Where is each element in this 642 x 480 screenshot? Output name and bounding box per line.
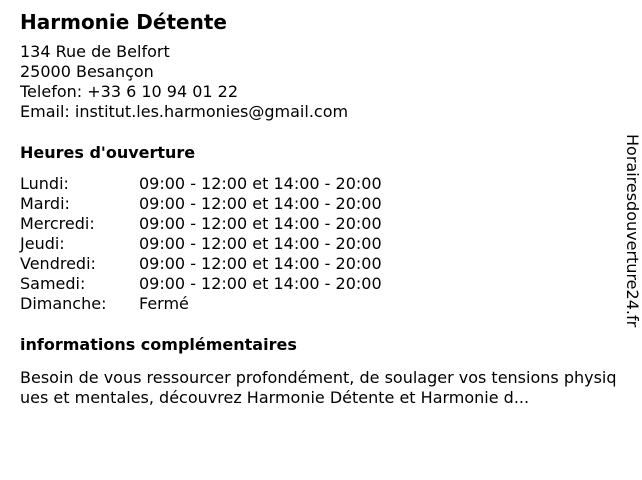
- hours-time: 09:00 - 12:00 et 14:00 - 20:00: [139, 274, 382, 293]
- hours-day: Lundi:: [20, 174, 69, 193]
- hours-row-vendredi: [20, 254, 620, 274]
- hours-day: Jeudi:: [20, 234, 65, 253]
- email-line: Email: institut.les.harmonies@gmail.com: [20, 102, 349, 121]
- hours-time: Fermé: [139, 294, 189, 313]
- address-block: [20, 42, 620, 122]
- info-description: Besoin de vous ressourcer profondément, de soulager vos tensions physiques et mentales, découvrez Harmonie Détente et Harmonie d...: [20, 368, 617, 407]
- hours-row-samedi: [20, 274, 620, 294]
- hours-time: 09:00 - 12:00 et 14:00 - 20:00: [139, 194, 382, 213]
- hours-day: Dimanche:: [20, 294, 107, 313]
- hours-heading: Heures d'ouverture: [20, 143, 196, 162]
- hours-day: Vendredi:: [20, 254, 96, 273]
- phone-line: Telefon: +33 6 10 94 01 22: [20, 82, 239, 101]
- hours-row-lundi: [20, 174, 620, 194]
- hours-row-mercredi: [20, 214, 620, 234]
- hours-row-mardi: [20, 194, 620, 214]
- hours-table: [20, 174, 620, 314]
- business-name: Harmonie Détente: [20, 10, 227, 34]
- hours-time: 09:00 - 12:00 et 14:00 - 20:00: [139, 234, 382, 253]
- hours-row-jeudi: [20, 234, 620, 254]
- hours-day: Mardi:: [20, 194, 70, 213]
- business-card: [20, 0, 620, 408]
- address-street: 134 Rue de Belfort: [20, 42, 170, 61]
- info-heading: informations complémentaires: [20, 335, 297, 354]
- hours-time: 09:00 - 12:00 et 14:00 - 20:00: [139, 214, 382, 233]
- hours-day: Mercredi:: [20, 214, 95, 233]
- hours-row-dimanche: [20, 294, 620, 314]
- hours-day: Samedi:: [20, 274, 86, 293]
- hours-time: 09:00 - 12:00 et 14:00 - 20:00: [139, 254, 382, 273]
- brand-watermark: Horairesdouverture24.fr: [623, 134, 642, 328]
- address-city: 25000 Besançon: [20, 62, 154, 81]
- hours-time: 09:00 - 12:00 et 14:00 - 20:00: [139, 174, 382, 193]
